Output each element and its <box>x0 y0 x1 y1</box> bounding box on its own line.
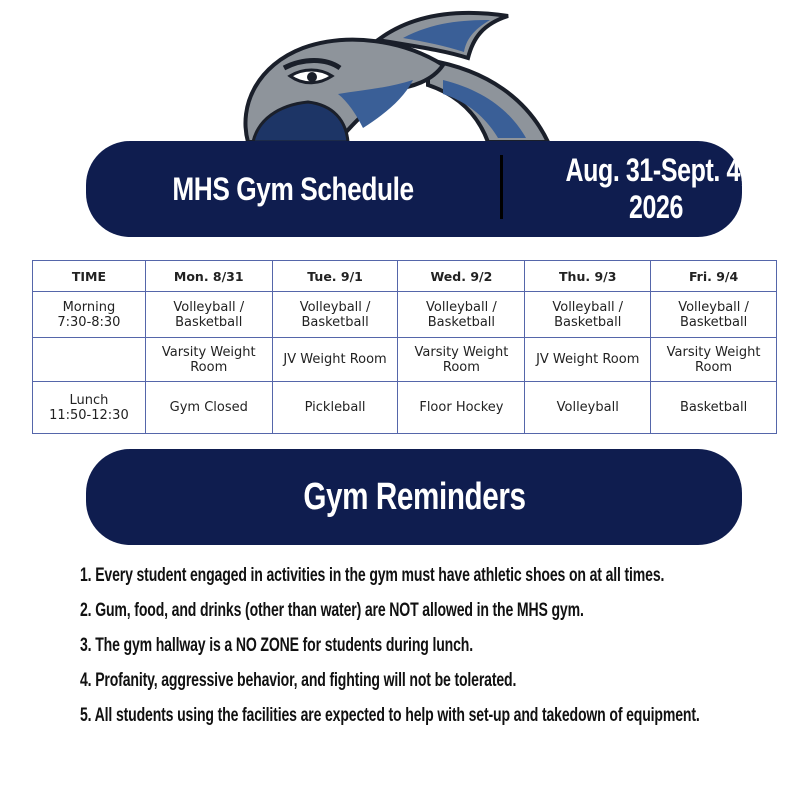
table-cell: Lunch 11:50-12:30 <box>33 382 146 434</box>
column-header: Wed. 9/2 <box>398 261 525 292</box>
column-header: Mon. 8/31 <box>145 261 272 292</box>
table-cell: Pickleball <box>272 382 398 434</box>
list-item: 5. All students using the facilities are expected to help with set-up and takedown of equipment. <box>80 705 700 726</box>
table-cell: Volleyball / Basketball <box>272 292 398 338</box>
schedule-table <box>32 260 777 434</box>
dolphin-mascot-icon <box>228 10 558 150</box>
title-banner <box>86 141 747 237</box>
column-header: Thu. 9/3 <box>525 261 651 292</box>
column-header: Fri. 9/4 <box>651 261 777 292</box>
table-cell: Volleyball <box>525 382 651 434</box>
table-cell: Volleyball / Basketball <box>145 292 272 338</box>
table-cell: Varsity Weight Room <box>398 338 525 382</box>
table-cell: Floor Hockey <box>398 382 525 434</box>
list-item: 4. Profanity, aggressive behavior, and fighting will not be tolerated. <box>80 670 517 691</box>
column-header: Tue. 9/1 <box>272 261 398 292</box>
table-cell: Gym Closed <box>145 382 272 434</box>
reminders-banner <box>86 449 742 545</box>
table-cell <box>33 338 146 382</box>
reminders-list <box>80 558 800 733</box>
table-cell: Volleyball / Basketball <box>398 292 525 338</box>
table-cell: JV Weight Room <box>525 338 651 382</box>
list-item: 2. Gum, food, and drinks (other than water) are NOT allowed in the MHS gym. <box>80 600 584 621</box>
table-cell: Basketball <box>651 382 777 434</box>
list-item: 1. Every student engaged in activities in the gym must have athletic shoes on at all times. <box>80 565 665 586</box>
list-item: 3. The gym hallway is a NO ZONE for students during lunch. <box>80 635 473 656</box>
table-cell: Morning 7:30-8:30 <box>33 292 146 338</box>
title-divider <box>500 155 503 219</box>
table-row <box>33 292 777 338</box>
table-row <box>33 382 777 434</box>
table-cell: Volleyball / Basketball <box>651 292 777 338</box>
date-range: Aug. 31-Sept. 4, 2026 <box>565 152 747 225</box>
column-header: TIME <box>33 261 146 292</box>
page-title: MHS Gym Schedule <box>172 170 414 207</box>
table-cell: Varsity Weight Room <box>651 338 777 382</box>
table-row <box>33 338 777 382</box>
table-cell: JV Weight Room <box>272 338 398 382</box>
table-cell: Varsity Weight Room <box>145 338 272 382</box>
table-header-row <box>33 261 777 292</box>
reminders-title: Gym Reminders <box>302 475 526 518</box>
table-cell: Volleyball / Basketball <box>525 292 651 338</box>
